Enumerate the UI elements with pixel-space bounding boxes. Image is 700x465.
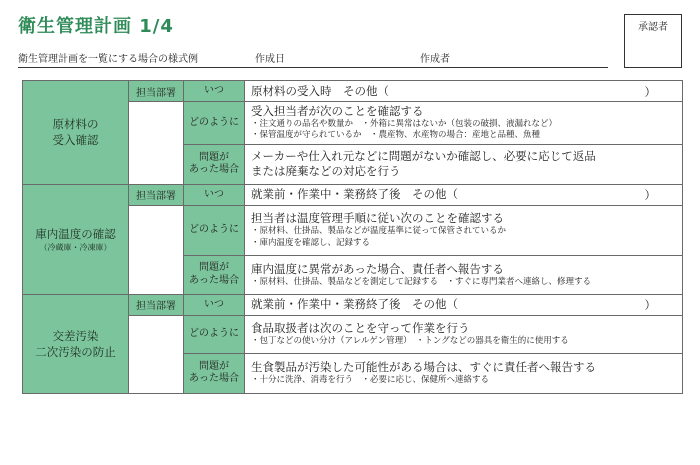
form-description: 衛生管理計画を一覧にする場合の様式例 [18, 54, 198, 65]
problem-label-text: 問題が あった場合 [189, 151, 239, 176]
when-cell[interactable] [245, 184, 683, 205]
when-cell[interactable] [245, 294, 683, 315]
when-label: いつ [184, 184, 245, 205]
when-cell[interactable] [245, 81, 683, 102]
how-cell [245, 102, 683, 145]
when-paren-close: ） [644, 298, 656, 313]
when-text: 就業前・作業中・業務終了後 その他（ [251, 187, 458, 202]
category-cell [23, 184, 129, 294]
problem-main-text: 生食製品が汚染した可能性がある場合は、すぐに責任者へ報告する [251, 360, 596, 375]
how-main-text: 担当者は温度管理手順に従い次のことを確認する [251, 211, 504, 226]
dept-entry-cell[interactable] [129, 102, 184, 185]
dept-label: 担当部署 [129, 184, 184, 205]
problem-main-text: 庫内温度に異常があった場合、責任者へ報告する [251, 261, 504, 276]
how-sub-text: ・原材料、仕掛品、製品などが温度基準に従って保管されているか [251, 226, 507, 237]
dept-entry-cell[interactable] [129, 315, 184, 393]
how-sub-text: ・包丁などの使い分け（アレルゲン管理） ・トングなどの器具を衛生的に使用する [251, 336, 569, 347]
table-row [23, 81, 683, 102]
problem-cell [245, 353, 683, 393]
hygiene-plan-table [22, 80, 683, 394]
author-label: 作成者 [420, 54, 450, 65]
when-text: 就業前・作業中・業務終了後 その他（ [251, 297, 458, 312]
when-label: いつ [184, 81, 245, 102]
approver-stamp-box[interactable] [624, 14, 682, 68]
made-date-label: 作成日 [255, 54, 285, 65]
when-text: 原材料の受入時 その他（ [251, 83, 389, 98]
subtitle-row [18, 48, 608, 68]
when-label: いつ [184, 294, 245, 315]
problem-label [184, 144, 245, 184]
problem-main-text: メーカーや仕入れ元などに問題がないか確認し、必要に応じて返品 または廃棄などの対応を行う [251, 149, 596, 179]
category-label: 原材料の 受入確認 [52, 117, 99, 148]
problem-label [184, 255, 245, 294]
dept-label: 担当部署 [129, 294, 184, 315]
problem-sub-text: ・十分に洗浄、消毒を行う ・必要に応じ、保健所へ連絡する [251, 375, 490, 386]
problem-label [184, 353, 245, 393]
how-sub-text: ・庫内温度を確認し、記録する [251, 237, 371, 248]
how-cell [245, 315, 683, 353]
problem-label-text: 問題が あった場合 [189, 360, 239, 385]
how-main-text: 受入担当者が次のことを確認する [251, 104, 424, 118]
problem-cell [245, 144, 683, 184]
problem-sub-text: ・原材料、仕掛品、製品などを測定して記録する ・すぐに専門業者へ連絡し、修理する [251, 276, 592, 287]
category-note: （冷蔵庫・冷凍庫） [39, 242, 112, 252]
category-label: 交差汚染 二次汚染の防止 [35, 328, 116, 359]
table-row [23, 294, 683, 315]
dept-label: 担当部署 [129, 81, 184, 102]
how-sub-text: ・注文通りの品名や数量か ・外箱に異常はないか（包装の破損、液漏れなど） [251, 118, 558, 129]
table-row [23, 184, 683, 205]
dept-entry-cell[interactable] [129, 205, 184, 294]
category-cell [23, 81, 129, 185]
when-paren-close: ） [644, 84, 656, 99]
how-sub-text: ・保管温度が守られているか ・農産物、水産物の場合：産地と品種、魚種 [251, 130, 541, 141]
category-cell [23, 294, 129, 393]
how-label: どのように [184, 205, 245, 255]
category-label: 庫内温度の確認 [35, 226, 116, 241]
page-title: 衛生管理計画 1/4 [18, 16, 174, 37]
problem-label-text: 問題が あった場合 [189, 262, 239, 286]
approver-label: 承認者 [638, 22, 668, 33]
how-cell [245, 205, 683, 255]
how-label: どのように [184, 315, 245, 353]
how-main-text: 食品取扱者は次のことを守って作業を行う [251, 321, 470, 336]
when-paren-close: ） [644, 188, 656, 203]
problem-cell [245, 255, 683, 294]
how-label: どのように [184, 102, 245, 145]
